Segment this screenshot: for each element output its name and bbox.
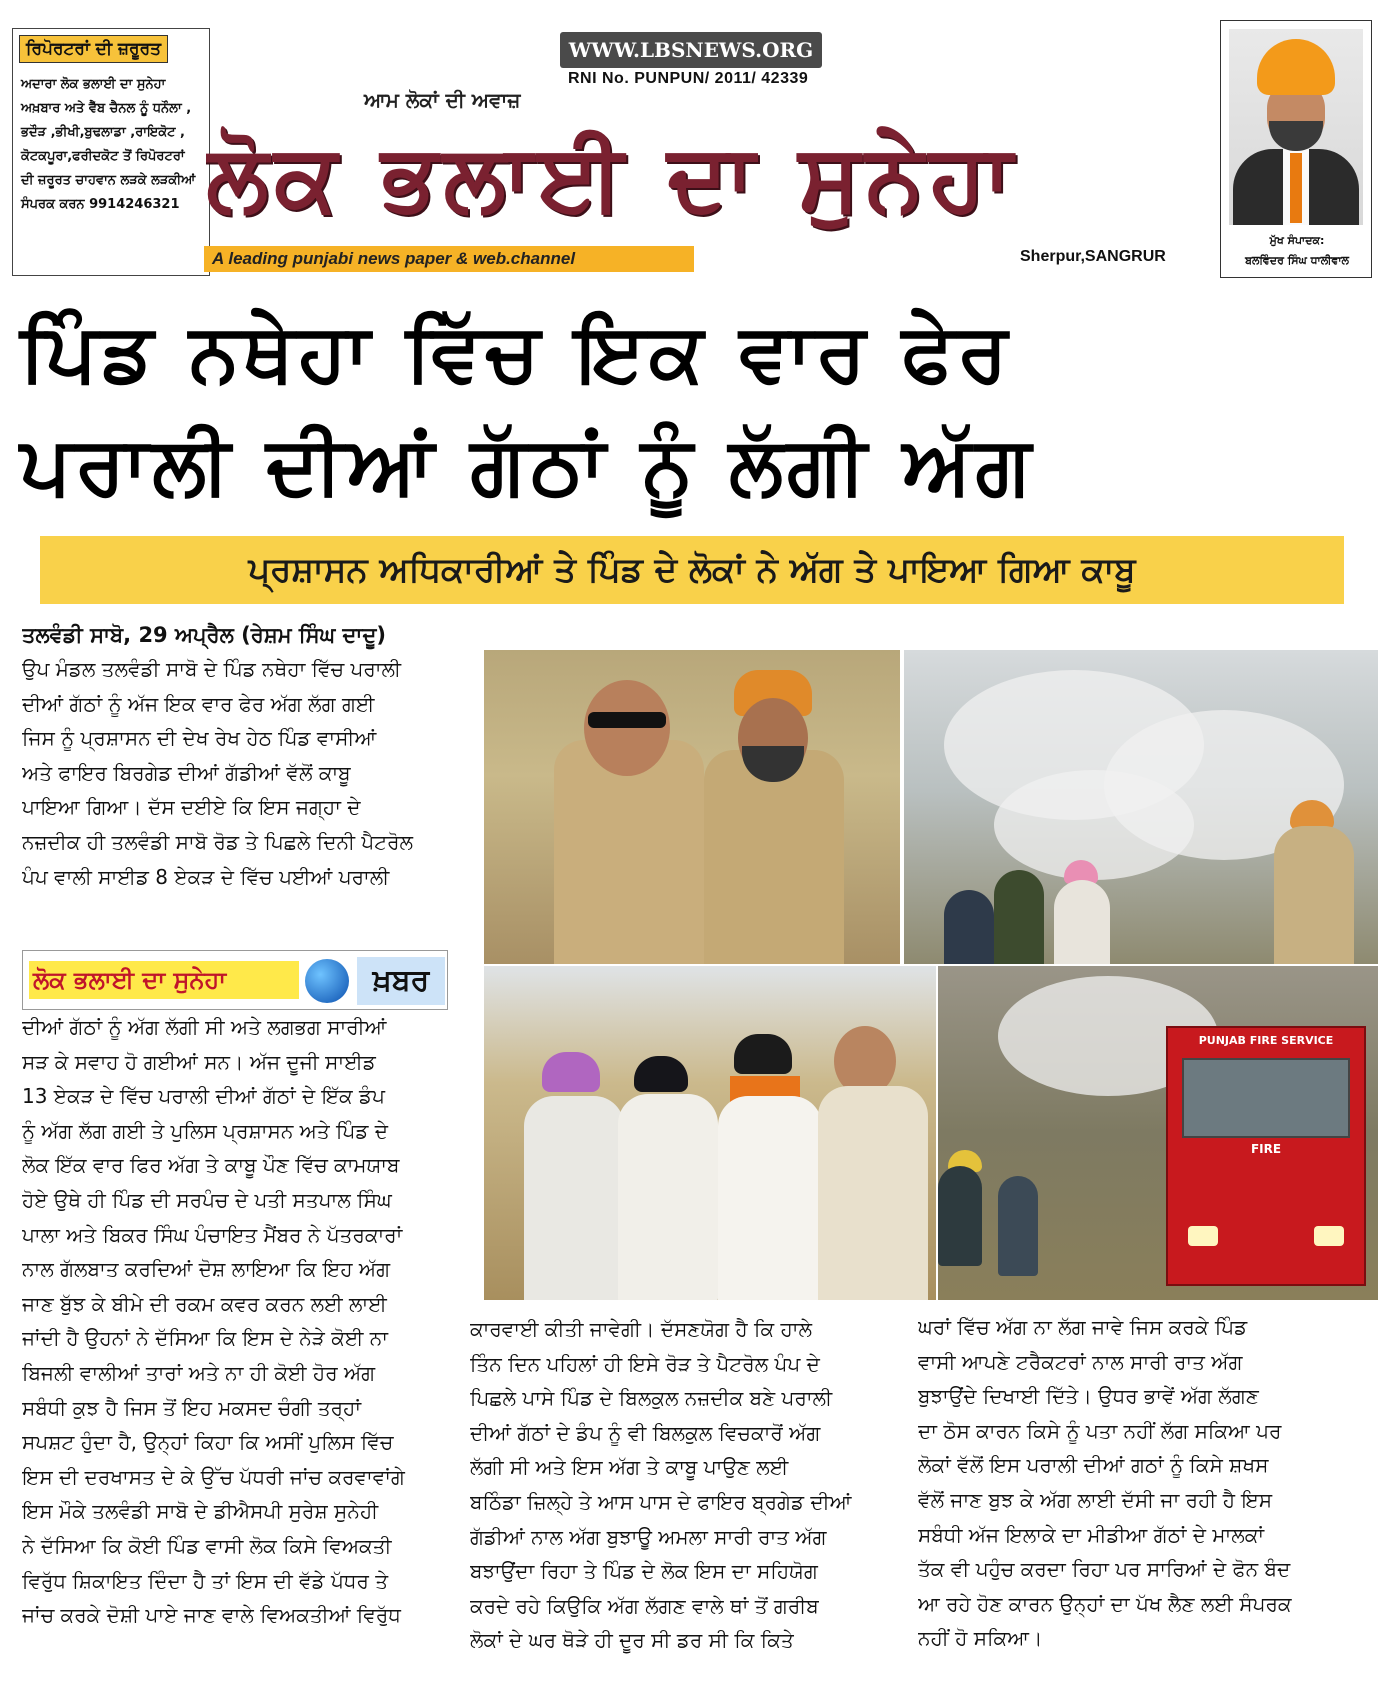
fire-label: FIRE: [1250, 1142, 1282, 1156]
text-line: ਪਾਲਾ ਅਤੇ ਬਿਕਰ ਸਿੰਘ ਪੰਚਾਇਤ ਮੈਂਬਰ ਨੇ ਪੱਤਰਕਾਰਾਂ: [22, 1222, 403, 1247]
reporters-line: ਕੋਟਕਪੂਰਾ,ਫਰੀਦਕੋਟ ਤੋਂ ਰਿਪੋਰਟਰਾਂ: [21, 149, 185, 164]
text-line: ਤਿੰਨ ਦਿਨ ਪਹਿਲਾਂ ਹੀ ਇਸੇ ਰੋੜ ਤੇ ਪੈਟਰੋਲ ਪੰਪ ਦੇ: [470, 1351, 820, 1376]
headline-line-2: ਪਰਾਲੀ ਦੀਆਂ ਗੱਠਾਂ ਨੂੰ ਲੱਗੀ ਅੱਗ: [20, 419, 1036, 512]
editor-caption: [1225, 231, 1369, 271]
main-headline: [20, 296, 1364, 522]
website-url[interactable]: WWW.LBSNEWS.ORG: [560, 32, 822, 68]
reporters-line: ਅਖ਼ਬਾਰ ਅਤੇ ਵੈੱਬ ਚੈਨਲ ਨੂੰ ਧਨੌਲਾ ,: [21, 101, 192, 116]
text-line: ਬੁਝਾਉਂਦੇ ਦਿਖਾਈ ਦਿੱਤੇ। ਉਧਰ ਭਾਵੇਂ ਅੱਗ ਲੱਗਣ: [918, 1384, 1259, 1409]
text-line: ਉਪ ਮੰਡਲ ਤਲਵੰਡੀ ਸਾਬੋ ਦੇ ਪਿੰਡ ਨਥੇਹਾ ਵਿੱਚ ਪਰਾਲੀ: [22, 657, 402, 681]
text-line: ਬਝਾਉਂਦਾ ਰਿਹਾ ਤੇ ਪਿੰਡ ਦੇ ਲੋਕ ਇਸ ਦਾ ਸਹਿਯੋਗ: [470, 1559, 818, 1584]
chief-editor-box: [1220, 20, 1372, 278]
reporters-wanted-body: [13, 69, 209, 221]
text-line: ਵਿਰੁੱਧ ਸ਼ਿਕਾਇਤ ਦਿੰਦਾ ਹੈ ਤਾਂ ਇਸ ਦੀ ਵੱਡੇ ਪੱਧਰ ਤੇ: [22, 1568, 389, 1593]
reporters-line: ਦੀ ਜ਼ਰੂਰਤ ਚਾਹਵਾਨ ਲੜਕੇ ਲੜਕੀਆਂ: [21, 173, 196, 188]
reporters-line: ਅਦਾਰਾ ਲੋਕ ਭਲਾਈ ਦਾ ਸੁਨੇਹਾ: [21, 77, 166, 92]
photo-village-residents: [484, 966, 936, 1300]
article-column-1-top: [22, 652, 454, 894]
editor-title: ਮੁੱਖ ਸੰਪਾਦਕ:: [1269, 234, 1325, 247]
text-line: ਨੇ ਦੱਸਿਆ ਕਿ ਕੋਈ ਪਿੰਡ ਵਾਸੀ ਲੋਕ ਕਿਸੇ ਵਿਅਕਤੀ: [22, 1533, 392, 1558]
rni-number: RNI No. PUNPUN/ 2011/ 42339: [568, 70, 809, 87]
article-column-2: [470, 1312, 900, 1658]
sub-headline: ਪ੍ਰਸ਼ਾਸਨ ਅਧਿਕਾਰੀਆਂ ਤੇ ਪਿੰਡ ਦੇ ਲੋਕਾਂ ਨੇ ਅੱਗ ਤੇ ਪਾਇਆ ਗਿਆ ਕਾਬੂ: [40, 536, 1344, 604]
text-line: ਲੋਕਾਂ ਦੇ ਘਰ ਥੋੜੇ ਹੀ ਦੂਰ ਸੀ ਡਰ ਸੀ ਕਿ ਕਿਤੇ: [470, 1628, 794, 1653]
text-line: ਜਾਂਚ ਕਰਕੇ ਦੋਸ਼ੀ ਪਾਏ ਜਾਣ ਵਾਲੇ ਵਿਅਕਤੀਆਂ ਵਿਰੁੱਧ: [22, 1603, 401, 1628]
text-line: ਇਸ ਮੌਕੇ ਤਲਵੰਡੀ ਸਾਬੋ ਦੇ ਡੀਐਸਪੀ ਸੁਰੇਸ਼ ਸੁਨੇਹੀ: [22, 1499, 379, 1524]
newspaper-brand: ਲੋਕ ਭਲਾਈ ਦਾ ਸੁਨੇਹਾ: [206, 124, 1019, 231]
reporters-wanted-heading: ਰਿਪੋਰਟਰਾਂ ਦੀ ਜ਼ਰੂਰਤ: [19, 35, 168, 63]
text-line: ਹੋਏ ਉਥੇ ਹੀ ਪਿੰਡ ਦੀ ਸਰਪੰਚ ਦੇ ਪਤੀ ਸਤਪਾਲ ਸਿੰਘ: [22, 1187, 392, 1212]
fire-truck-label: PUNJAB FIRE SERVICE: [1198, 1034, 1334, 1047]
text-line: ਨਹੀਂ ਹੋ ਸਕਿਆ।: [918, 1626, 1043, 1651]
text-line: ਵਾਸੀ ਆਪਣੇ ਟਰੈਕਟਰਾਂ ਨਾਲ ਸਾਰੀ ਰਾਤ ਅੱਗ: [918, 1349, 1243, 1374]
text-line: ਕਰਦੇ ਰਹੇ ਕਿਉਕਿ ਅੱਗ ਲੱਗਣ ਵਾਲੇ ਥਾਂ ਤੋਂ ਗਰੀਬ: [470, 1593, 819, 1618]
text-line: ਪੰਪ ਵਾਲੀ ਸਾਈਡ 8 ਏਕੜ ਦੇ ਵਿੱਚ ਪਈਆਂ ਪਰਾਲੀ: [22, 864, 390, 889]
text-line: ਤੱਕ ਵੀ ਪਹੁੰਚ ਕਰਦਾ ਰਿਹਾ ਪਰ ਸਾਰਿਆਂ ਦੇ ਫੋਨ ਬੰਦ: [918, 1557, 1291, 1582]
text-line: ਦੀਆਂ ਗੱਠਾਂ ਨੂੰ ਅੱਜ ਇਕ ਵਾਰ ਫੇਰ ਅੱਗ ਲੱਗ ਗਈ: [22, 691, 375, 716]
text-line: ਆ ਰਹੇ ਹੋਣ ਕਾਰਨ ਉਨ੍ਹਾਂ ਦਾ ਪੱਖ ਲੈਣ ਲਈ ਸੰਪਰਕ: [918, 1591, 1292, 1616]
article-column-3: [918, 1310, 1368, 1656]
photo-police-officers: [484, 650, 900, 964]
text-line: ਘਰਾਂ ਵਿੱਚ ਅੱਗ ਨਾ ਲੱਗ ਜਾਵੇ ਜਿਸ ਕਰਕੇ ਪਿੰਡ: [918, 1315, 1248, 1339]
text-line: ਦੀਆਂ ਗੱਠਾਂ ਦੇ ਡੰਪ ਨੂੰ ਵੀ ਬਿਲਕੁਲ ਵਿਚਕਾਰੋਂ ਅੱਗ: [470, 1420, 821, 1445]
editor-photo: [1229, 29, 1363, 225]
text-line: ਲੱਗੀ ਸੀ ਅਤੇ ਇਸ ਅੱਗ ਤੇ ਕਾਬੂ ਪਾਉਣ ਲਈ: [470, 1455, 789, 1480]
reporters-line: ਭਦੌੜ ,ਭੀਖੀ,ਬੁਢਲਾਡਾ ,ਰਾਇਕੋਟ ,: [21, 125, 185, 140]
text-line: ਬਠਿੰਡਾ ਜ਼ਿਲ੍ਹੇ ਤੇ ਆਸ ਪਾਸ ਦੇ ਫਾਇਰ ਬ੍ਰਗੇਡ ਦੀਆਂ: [470, 1489, 852, 1514]
text-line: ਵੱਲੋਂ ਜਾਣ ਬੁਝ ਕੇ ਅੱਗ ਲਾਈ ਦੱਸੀ ਜਾ ਰਹੀ ਹੈ ਇਸ: [918, 1487, 1273, 1512]
text-line: ਜਾਂਦੀ ਹੈ ਉਹਨਾਂ ਨੇ ਦੱਸਿਆ ਕਿ ਇਸ ਦੇ ਨੇੜੇ ਕੋਈ ਨਾ: [22, 1326, 388, 1351]
masthead-tagline: A leading punjabi news paper & web.channel: [204, 246, 694, 272]
globe-logo-icon: [305, 959, 349, 1003]
text-line: ਇਸ ਦੀ ਦਰਖਾਸਤ ਦੇ ਕੇ ਉੱਚ ਪੱਧਰੀ ਜਾਂਚ ਕਰਵਾਵਾਂਗੇ: [22, 1464, 405, 1489]
banner-brand-name: ਲੋਕ ਭਲਾਈ ਦਾ ਸੁਨੇਹਾ: [29, 961, 299, 999]
text-line: ਸੜ ਕੇ ਸਵਾਹ ਹੋ ਗਈਆਂ ਸਨ। ਅੱਜ ਦੂਜੀ ਸਾਈਡ: [22, 1049, 376, 1074]
text-line: ਲੋਕ ਇੱਕ ਵਾਰ ਫਿਰ ਅੱਗ ਤੇ ਕਾਬੂ ਪੌਣ ਵਿੱਚ ਕਾਮਯਾਬ: [22, 1153, 400, 1178]
text-line: ਬਿਜਲੀ ਵਾਲੀਆਂ ਤਾਰਾਂ ਅਤੇ ਨਾ ਹੀ ਕੋਈ ਹੋਰ ਅੱਗ: [22, 1360, 376, 1385]
reporters-line: ਸੰਪਰਕ ਕਰਨ 9914246321: [21, 197, 180, 212]
banner-khabar-label: ਖ਼ਬਰ: [357, 957, 445, 1005]
text-line: ਸਪਸ਼ਟ ਹੁੰਦਾ ਹੈ, ਉਨ੍ਹਾਂ ਕਿਹਾ ਕਿ ਅਸੀਂ ਪੁਲਿਸ ਵਿੱਚ: [22, 1430, 394, 1455]
text-line: ਪਿਛਲੇ ਪਾਸੇ ਪਿੰਡ ਦੇ ਬਿਲਕੁਲ ਨਜ਼ਦੀਕ ਬਣੇ ਪਰਾਲੀ: [470, 1386, 833, 1411]
text-line: ਸਬੰਧੀ ਅੱਜ ਇਲਾਕੇ ਦਾ ਮੀਡੀਆ ਗੱਠਾਂ ਦੇ ਮਾਲਕਾਂ: [918, 1522, 1265, 1547]
photo-fire-truck: [938, 966, 1378, 1300]
text-line: ਨਾਲ ਗੱਲਬਾਤ ਕਰਦਿਆਂ ਦੋਸ਼ ਲਾਇਆ ਕਿ ਇਹ ਅੱਗ: [22, 1257, 391, 1282]
text-line: ਨੂੰ ਅੱਗ ਲੱਗ ਗਈ ਤੇ ਪੁਲਿਸ ਪ੍ਰਸ਼ਾਸਨ ਅਤੇ ਪਿੰਡ ਦੇ: [22, 1118, 388, 1143]
lbs-news-banner: [22, 950, 448, 1010]
text-line: ਦਾ ਠੋਸ ਕਾਰਨ ਕਿਸੇ ਨੂੰ ਪਤਾ ਨਹੀਂ ਲੱਗ ਸਕਿਆ ਪਰ: [918, 1418, 1282, 1443]
headline-line-1: ਪਿੰਡ ਨਥੇਹਾ ਵਿੱਚ ਇਕ ਵਾਰ ਫੇਰ: [20, 306, 1012, 399]
photo-smoke-from-bales: [904, 650, 1378, 964]
text-line: ਨਜ਼ਦੀਕ ਹੀ ਤਲਵੰਡੀ ਸਾਬੋ ਰੋਡ ਤੇ ਪਿਛਲੇ ਦਿਨੀ ਪੈਟਰੋਲ: [22, 829, 413, 854]
text-line: ਸਬੰਧੀ ਕੁਝ ਹੈ ਜਿਸ ਤੋਂ ਇਹ ਮਕਸਦ ਚੰਗੀ ਤਰ੍ਹਾਂ: [22, 1395, 361, 1420]
text-line: ਪਾਇਆ ਗਿਆ। ਦੱਸ ਦਈਏ ਕਿ ਇਸ ਜਗ੍ਹਾ ਦੇ: [22, 795, 361, 820]
text-line: ਕਾਰਵਾਈ ਕੀਤੀ ਜਾਵੇਗੀ। ਦੱਸਣਯੋਗ ਹੈ ਕਿ ਹਾਲੇ: [470, 1317, 812, 1341]
text-line: 13 ਏਕੜ ਦੇ ਵਿੱਚ ਪਰਾਲੀ ਦੀਆਂ ਗੱਠਾਂ ਦੇ ਇੱਕ ਡੰਪ: [22, 1084, 385, 1109]
article-column-1-bottom: [22, 1010, 454, 1633]
masthead-place: Sherpur,SANGRUR: [1020, 248, 1166, 265]
reporters-wanted-box: [12, 28, 210, 276]
text-line: ਦੀਆਂ ਗੱਠਾਂ ਨੂੰ ਅੱਗ ਲੱਗੀ ਸੀ ਅਤੇ ਲਗਭਗ ਸਾਰੀਆਂ: [22, 1015, 387, 1039]
editor-name: ਬਲਵਿੰਦਰ ਸਿੰਘ ਧਾਲੀਵਾਲ: [1245, 254, 1349, 267]
masthead-slogan: ਆਮ ਲੋਕਾਂ ਦੀ ਅਵਾਜ਼: [364, 88, 521, 112]
text-line: ਅਤੇ ਫਾਇਰ ਬਿਰਗੇਡ ਦੀਆਂ ਗੱਡੀਆਂ ਵੱਲੋਂ ਕਾਬੂ: [22, 760, 351, 785]
text-line: ਜਾਣ ਬੁੱਝ ਕੇ ਬੀਮੇ ਦੀ ਰਕਮ ਕਵਰ ਕਰਨ ਲਈ ਲਾਈ: [22, 1291, 387, 1316]
text-line: ਲੋਕਾਂ ਵੱਲੋਂ ਇਸ ਪਰਾਲੀ ਦੀਆਂ ਗਠਾਂ ਨੂੰ ਕਿਸੇ ਸ਼ਖਸ: [918, 1453, 1269, 1478]
text-line: ਗੱਡੀਆਂ ਨਾਲ ਅੱਗ ਬੁਝਾਊ ਅਮਲਾ ਸਾਰੀ ਰਾਤ ਅੱਗ: [470, 1524, 827, 1549]
article-dateline: ਤਲਵੰਡੀ ਸਾਬੋ, 29 ਅਪ੍ਰੈਲ (ਰੇਸ਼ਮ ਸਿੰਘ ਦਾਦੂ): [22, 623, 386, 647]
text-line: ਜਿਸ ਨੂੰ ਪ੍ਰਸ਼ਾਸਨ ਦੀ ਦੇਖ ਰੇਖ ਹੇਠ ਪਿੰਡ ਵਾਸੀਆਂ: [22, 726, 377, 751]
